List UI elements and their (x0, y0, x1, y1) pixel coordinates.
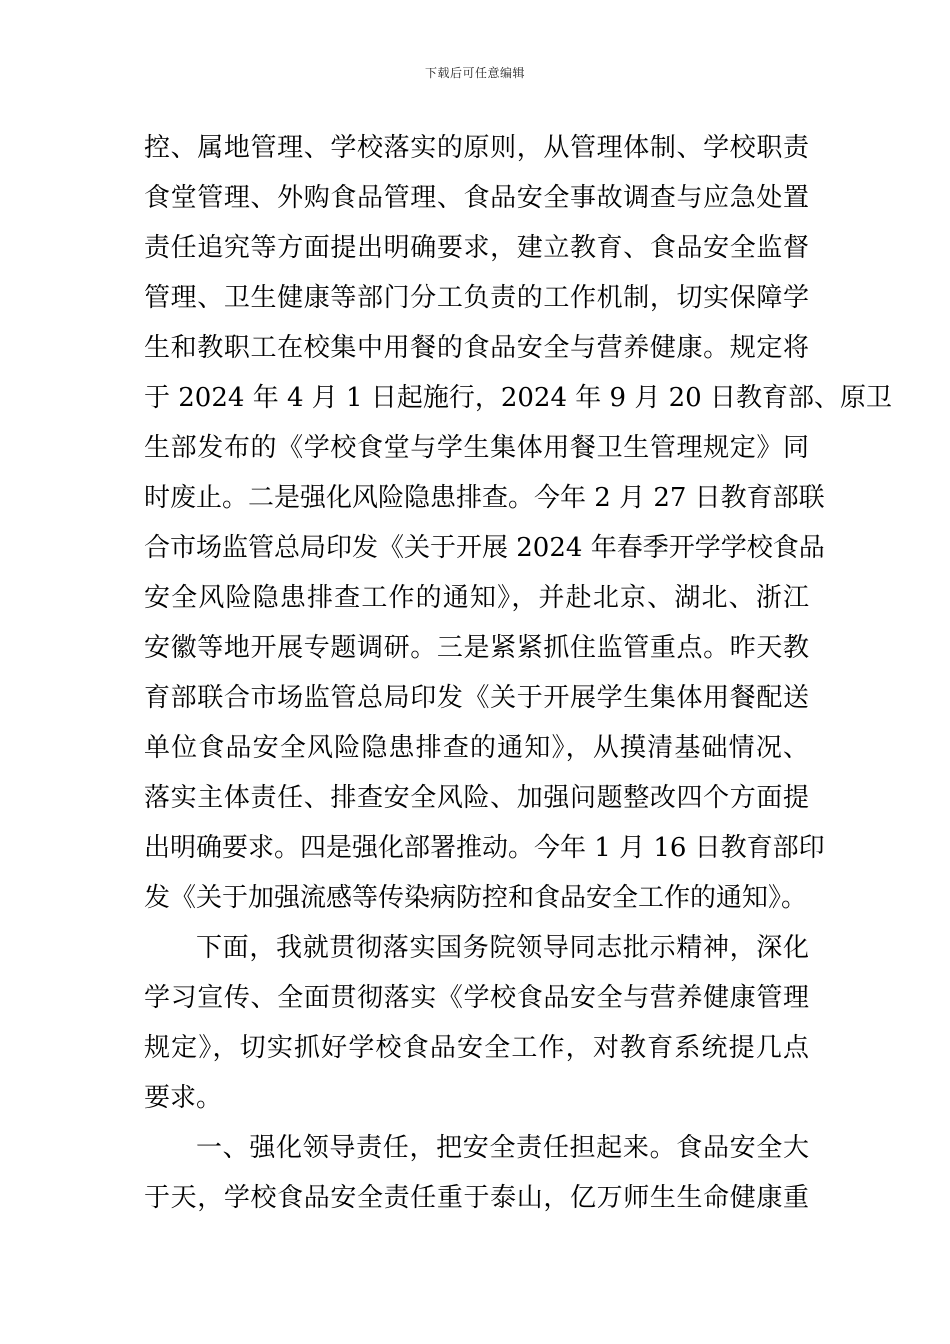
text-line: 于天，学校食品安全责任重于泰山，亿万师生生命健康重 (144, 1183, 809, 1213)
text-line: 落实主体责任、排查安全风险、加强问题整改四个方面提 (144, 783, 809, 813)
text-line: 责任追究等方面提出明确要求，建立教育、食品安全监督 (144, 233, 809, 263)
text-line: 要求。 (144, 1083, 223, 1113)
text-line: 控、属地管理、学校落实的原则，从管理体制、学校职责 (144, 133, 809, 163)
paragraph (144, 923, 809, 1123)
paragraph (144, 123, 892, 923)
text-line: 管理、卫生健康等部门分工负责的工作机制，切实保障学 (144, 283, 809, 313)
text-line: 发《关于加强流感等传染病防控和食品安全工作的通知》。 (144, 883, 808, 913)
text-line: 食堂管理、外购食品管理、食品安全事故调查与应急处置 (144, 183, 809, 213)
text-line: 于 2024 年 4 月 1 日起施行，2024 年 9 月 20 日教育部、原卫 (144, 383, 892, 413)
text-line: 规定》，切实抓好学校食品安全工作，对教育系统提几点 (144, 1033, 809, 1063)
text-line: 合市场监管总局印发《关于开展 2024 年春季开学学校食品 (144, 533, 825, 563)
text-line: 时废止。二是强化风险隐患排查。今年 2 月 27 日教育部联 (144, 483, 825, 513)
text-line: 下面，我就贯彻落实国务院领导同志批示精神，深化 (196, 933, 809, 963)
text-line: 单位食品安全风险隐患排查的通知》，从摸清基础情况、 (144, 733, 809, 763)
text-line: 生部发布的《学校食堂与学生集体用餐卫生管理规定》同 (144, 433, 809, 463)
text-line: 安全风险隐患排查工作的通知》，并赴北京、湖北、浙江 (144, 583, 809, 613)
text-line: 生和教职工在校集中用餐的食品安全与营养健康。规定将 (144, 333, 809, 363)
text-line: 学习宣传、全面贯彻落实《学校食品安全与营养健康管理 (144, 983, 809, 1013)
text-line: 一、强化领导责任，把安全责任担起来。食品安全大 (196, 1133, 809, 1163)
text-line: 出明确要求。四是强化部署推动。今年 1 月 16 日教育部印 (144, 833, 825, 863)
text-line: 安徽等地开展专题调研。三是紧紧抓住监管重点。昨天教 (144, 633, 809, 663)
document-body (144, 123, 892, 1223)
text-line: 育部联合市场监管总局印发《关于开展学生集体用餐配送 (144, 683, 809, 713)
paragraph (144, 1123, 809, 1223)
page-header-note: 下载后可任意编辑 (424, 66, 525, 80)
